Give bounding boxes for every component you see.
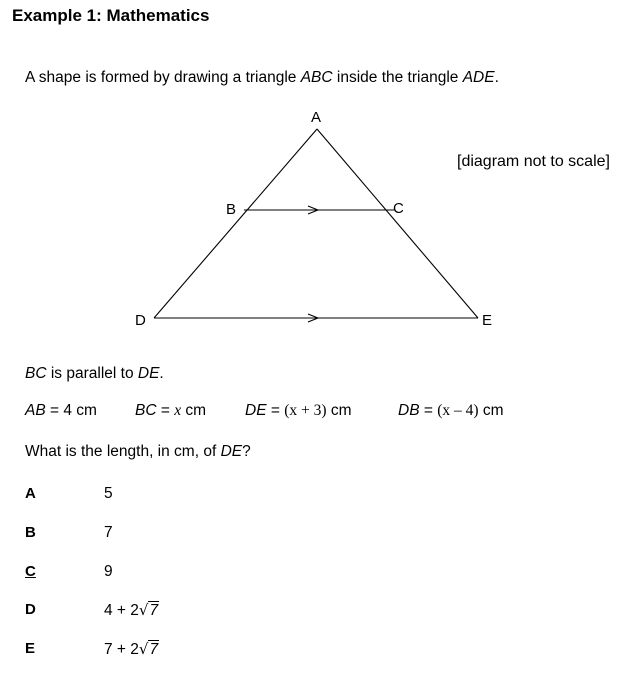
page-title: Example 1: Mathematics [12,6,210,25]
length-ab [25,402,97,420]
option-d-root: 7 [149,602,159,619]
segment-de: DE [137,365,160,382]
option-b-value: 7 [104,524,113,541]
length-db-expr: (x – 4) [437,402,479,419]
length-db-name: DB [398,402,420,419]
label-a: A [311,109,322,126]
question-text [25,443,251,461]
parallel-statement [25,365,164,383]
length-de-name: DE [245,402,267,419]
option-d-value [104,601,159,620]
length-db-eq: = [419,402,438,419]
intro-post: . [494,69,499,86]
question-segment: DE [220,443,243,460]
sqrt-icon: √7 [138,601,159,619]
intro-text [25,69,499,87]
segment-bc: BC [25,365,47,382]
option-e-value [104,640,159,659]
question-post: ? [242,443,251,460]
length-de [245,402,352,420]
parallel-post: . [159,365,164,382]
length-de-unit: cm [326,402,352,419]
label-c: C [393,200,404,217]
option-e-root: 7 [149,641,159,658]
option-a-letter: A [25,485,36,502]
length-db-unit: cm [478,402,504,419]
length-ab-value: = 4 cm [45,402,97,419]
side-ad [154,129,317,318]
parallel-mid: is parallel to [46,365,138,382]
intro-mid: inside the triangle [332,69,463,86]
option-e-pre: 7 + 2 [104,641,139,658]
option-c-letter: C [25,563,36,580]
sqrt-icon: √7 [138,640,159,658]
length-de-eq: = [266,402,285,419]
length-ab-name: AB [25,402,46,419]
length-de-expr: (x + 3) [284,402,327,419]
question-pre: What is the length, in cm, of [25,443,221,460]
length-bc-unit: cm [181,402,207,419]
triangle-diagram [0,100,641,340]
length-bc [135,402,206,420]
label-e: E [482,312,493,329]
label-d: D [135,312,146,329]
option-d-letter: D [25,601,36,618]
option-d-pre: 4 + 2 [104,602,139,619]
option-c-value: 9 [104,563,113,580]
length-bc-eq: = [156,402,175,419]
diagram-note: [diagram not to scale] [457,153,610,170]
intro-triangle-ade: ADE [462,69,495,86]
length-db [398,402,504,420]
side-ae [317,129,478,318]
intro-triangle-abc: ABC [300,69,333,86]
intro-pre: A shape is formed by drawing a triangle [25,69,301,86]
label-b: B [226,201,237,218]
length-bc-name: BC [135,402,157,419]
option-b-letter: B [25,524,36,541]
option-e-letter: E [25,640,36,657]
length-bc-expr: x [174,402,182,419]
option-a-value: 5 [104,485,113,502]
